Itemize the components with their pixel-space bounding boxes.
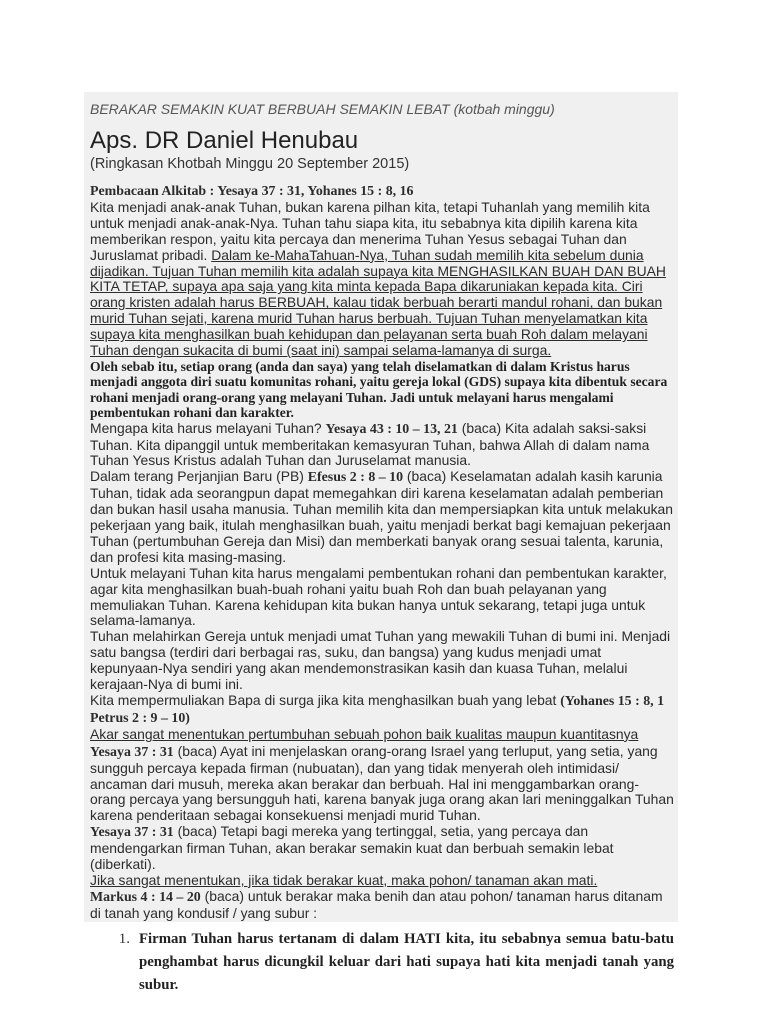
paragraph-mark [90, 889, 674, 922]
scripture-reference: Yesaya 37 : 31 [90, 744, 174, 760]
list-item-text: Firman Tuhan harus tertanam di dalam HATI kita, itu sebabnya semua batu-batu penghambat harus dicungkil keluar dari hati supaya hati kita menjadi tanah yang subur. [139, 930, 674, 993]
paragraph-text: Kita mempermuliakan Bapa di surga jika kita menghasilkan buah yang lebat [90, 692, 561, 708]
paragraph-roots [90, 727, 674, 824]
bold-paragraph: Oleh sebab itu, setiap orang (anda dan saya) yang telah diselamatkan di dalam Kristus harus menjadi anggota diri suatu komunitas rohani, yaitu gereja lokal (GDS) supaya kita dibentuk secara rohani menjadi orang-orang yang melayani Tuhan. Jadi untuk melayani harus mengalami pembentukan rohani dan karakter. [90, 358, 668, 421]
paragraph-new-testament [90, 469, 674, 565]
document-page [84, 92, 678, 993]
paragraph-text: (baca) untuk berakar maka benih dan atau pohon/ tanaman harus ditanam di tanah yang kondusif / yang subur : [90, 887, 663, 921]
paragraph-why-serve [90, 421, 674, 470]
scripture-reference: Yesaya 37 : 31 [90, 825, 174, 841]
paragraph-formation: Untuk melayani Tuhan kita harus mengalami pembentukan rohani dan pembentukan karakter, agar kita menghasilkan buah-buah rohani yaitu buah Roh dan buah pelayanan yang memuliakan Tuhan. Karena kehidupan kita bukan hanya untuk sekarang, tetapi juga untuk selama-lamanya. [90, 564, 667, 629]
paragraph-text: Kita menjadi anak-anak Tuhan, bukan karena pilhan kita, tetapi Tuhanlah yang memilih kita untuk menjadi anak-anak-Nya. Tuhan tahu siapa kita, itu sebabnya kita dipilih karena kita memberikan respon, yaitu kita percaya dan menerima Tuhan Yesus sebagai Tuhan dan Juruslamat pribadi. [90, 198, 650, 263]
paragraph-glorify [90, 693, 674, 727]
paragraph-church: Tuhan melahirkan Gereja untuk menjadi umat Tuhan yang mewakili Tuhan di bumi ini. Menjadi satu bangsa (terdiri dari berbagai ras, suku, dan bangsa) yang kudus menjadi umat kepunyaan-Nya sendiri yang akan mendemonstrasikan kasih dan kuasa Tuhan, melalui kerajaan-Nya di bumi ini. [90, 628, 671, 693]
sermon-body [90, 183, 674, 997]
underlined-text: Jika sangat menentukan, jika tidak berakar kuat, maka pohon/ tanaman akan mati. [90, 871, 598, 888]
sermon-subtitle: (Ringkasan Khotbah Minggu 20 September 2015) [90, 156, 410, 172]
paragraph-text: (baca) Keselamatan adalah kasih karunia Tuhan, tidak ada seorangpun dapat memegahkan diri karena keselamatan adalah pemberian dan bukan hasil usaha manusia. Tuhan memilih kita dan mempersiapkan kita untuk melakukan pekerjaan yang baik, itulah menghasilkan buah, yaitu menjadi berkat bagi kemajuan pekerjaan Tuhan (pertumbuhan Gereja dan Misi) dan memberkati banyak orang sesuai talenta, karunia, dan profesi kita masing-masing. [90, 468, 673, 565]
scripture-reference: Yesaya 43 : 10 – 13, 21 [325, 421, 458, 437]
paragraph-text: Mengapa kita harus melayani Tuhan? [90, 419, 326, 436]
list-item [90, 928, 674, 997]
paragraph-text: (baca) Tetapi bagi mereka yang tertinggal, setia, yang percaya dan mendengarkan firman Tuhan, akan berakar semakin kuat dan berbuah semakin lebat (diberkati). [90, 823, 614, 873]
underlined-text: Dalam ke-MahaTahuan-Nya, Tuhan sudah memilih kita sebelum dunia dijadikan. Tujuan Tuhan memilih kita adalah supaya kita MENGHASILKAN BUAH DAN BUAH KITA TETAP, supaya apa saja yang kita minta kepada Bapa dikaruniakan kepada kita. Ciri orang kristen adalah harus BERBUAH, kalau tidak berbuah berarti mandul rohani, dan bukan murid Tuhan sejati, karena murid Tuhan harus berbuah. Tujuan Tuhan menyelamatkan kita supaya kita menghasilkan buah kehidupan dan pelayanan serta buah Roh dalam melayani Tuhan dengan sukacita di bumi (saat ini) sampai selama-lamanya di surga. [90, 246, 666, 359]
underlined-text: Akar sangat menentukan pertumbuhan sebuah pohon baik kualitas maupun kuantitasnya [90, 725, 639, 742]
list-number: 1. [118, 930, 130, 947]
paragraph-text: (baca) Ayat ini menjelaskan orang-orang Israel yang terluput, yang setia, yang sungguh percaya kepada firman (nubuatan), dan yang tidak menyerah oleh intimidasi/ ancaman dari musuh, mereka akan berakar dan berbuah. Hal ini menggambarkan orang-orang percaya yang bersungguh hati, karena banyak juga orang akan lari meninggalkan Tuhan karena penderitaan sebagai konsekuensi menjadi murid Tuhan. [90, 742, 674, 824]
scripture-reference: Efesus 2 : 8 – 10 [307, 470, 404, 486]
scripture-reference: (Yohanes 15 : 8, 1 Petrus 2 : 9 – 10) [90, 694, 665, 726]
paragraph-text: Dalam terang Perjanjian Baru (PB) [90, 468, 308, 485]
document-content [90, 100, 674, 997]
paragraph-reading [90, 183, 674, 359]
paragraph-remnant [90, 824, 674, 873]
paragraph-roots-decide [90, 873, 674, 889]
paragraph-text: (baca) Kita adalah saksi-saksi Tuhan. Kita dipanggil untuk memberitakan kemasyuran Tuhan, bahwa Allah di dalam nama Tuhan Yesus Kristus adalah Tuhan dan Juruselamat manusia. [90, 419, 650, 469]
scripture-reference: Markus 4 : 14 – 20 [90, 889, 201, 905]
sermon-title: BERAKAR SEMAKIN KUAT BERBUAH SEMAKIN LEBAT (kotbah minggu) [90, 101, 555, 117]
scripture-reference: Pembacaan Alkitab : Yesaya 37 : 31, Yohanes 15 : 8, 16 [90, 184, 414, 199]
author-heading: Aps. DR Daniel Henubau [90, 127, 359, 154]
